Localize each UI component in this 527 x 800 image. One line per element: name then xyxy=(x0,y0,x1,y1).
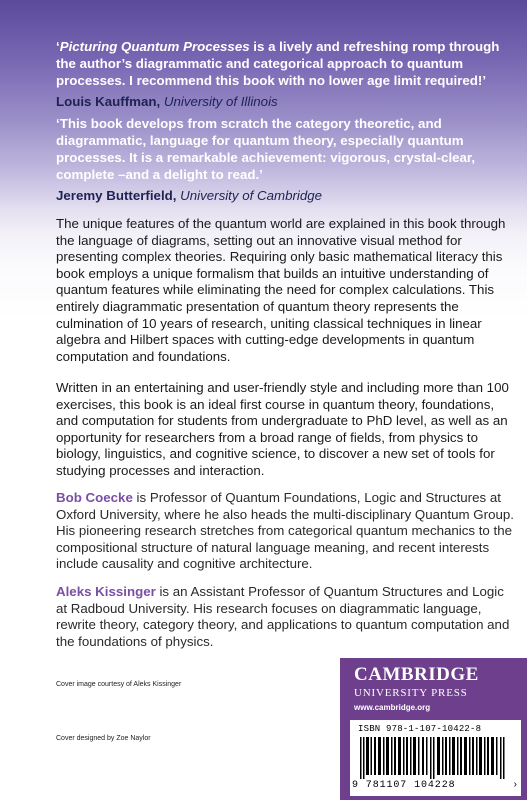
barcode-arrow-icon: › xyxy=(513,779,517,790)
reviewer-institution: University of Cambridge xyxy=(180,188,323,203)
barcode-number: 9 781107 104228 xyxy=(352,780,456,791)
barcode-panel xyxy=(350,720,521,796)
author-bio-kissinger: Aleks Kissinger is an Assistant Professor of Quantum Structures and Logic at Radboud University. His research focuses on diagrammatic language, rewrite theory, category theory, and applications to quantum computation and the foundations of physics. xyxy=(56,584,510,649)
isbn-label: ISBN 978-1-107-10422-8 xyxy=(358,724,482,734)
author-name: Aleks Kissinger xyxy=(56,584,156,599)
author-name: Bob Coecke xyxy=(56,490,133,505)
review-quote-1 xyxy=(56,38,506,110)
quote-text: ‘This book develops from scratch the category theoretic, and diagrammatic, language for quantum theory, especially quantum processes. It is a remarkable achievement: vigorous, crystal-clear, complete –and a delight to read.’ xyxy=(56,116,476,182)
review-quote-2 xyxy=(56,115,506,204)
description-paragraph-1: The unique features of the quantum world are explained in this book through the language of diagrams, setting out an innovative visual method for presenting complex theories. Requiring only basic mathematical literacy this book employs a unique formalism that builds an intuitive understanding of quantum features while eliminating the need for complex calculations. This entirely diagrammatic presentation of quantum theory represents the culmination of 10 years of research, uniting classical techniques in linear algebra and Hilbert spaces with cutting-edge developments in quantum computation and foundations. xyxy=(56,216,506,364)
publisher-subtitle: UNIVERSITY PRESS xyxy=(354,687,468,699)
description-paragraph-2: Written in an entertaining and user-friendly style and including more than 100 exercises, this book is an ideal first course in quantum theory, foundations, and computation for students from undergraduate to PhD level, as well as an opportunity for researchers from a broad range of fields, from physics to biology, linguistics, and cognitive science, to discover a new set of tools for studying processes and interaction. xyxy=(56,380,509,478)
reviewer-name: Louis Kauffman, xyxy=(56,94,161,109)
publisher-name: CAMBRIDGE xyxy=(354,664,479,685)
quote-text: ‘Picturing Quantum Processes is a lively and refreshing romp through the author’s diagrammatic and categorical approach to quantum processes. I recommend this book with no lower age limit required!’ xyxy=(56,39,500,88)
author-bio-coecke: Bob Coecke is Professor of Quantum Foundations, Logic and Structures at Oxford University, where he also heads the multi-disciplinary Quantum Group. His pioneering research stretches from categorical quantum mechanics to the compositional structure of natural language meaning, and recent interests include causality and cognitive architecture. xyxy=(56,490,514,572)
book-title: Picturing Quantum Processes xyxy=(59,39,250,54)
publisher-url: www.cambridge.org xyxy=(354,703,431,712)
cover-image-credit: Cover image courtesy of Aleks Kissinger xyxy=(56,681,182,688)
quote-attribution xyxy=(56,187,506,204)
publisher-box xyxy=(340,658,527,800)
quote-attribution xyxy=(56,93,506,110)
barcode-icon xyxy=(360,737,510,779)
reviewer-institution: University of Illinois xyxy=(163,94,278,109)
reviewer-name: Jeremy Butterfield, xyxy=(56,188,177,203)
cover-design-credit: Cover designed by Zoe Naylor xyxy=(56,735,151,742)
